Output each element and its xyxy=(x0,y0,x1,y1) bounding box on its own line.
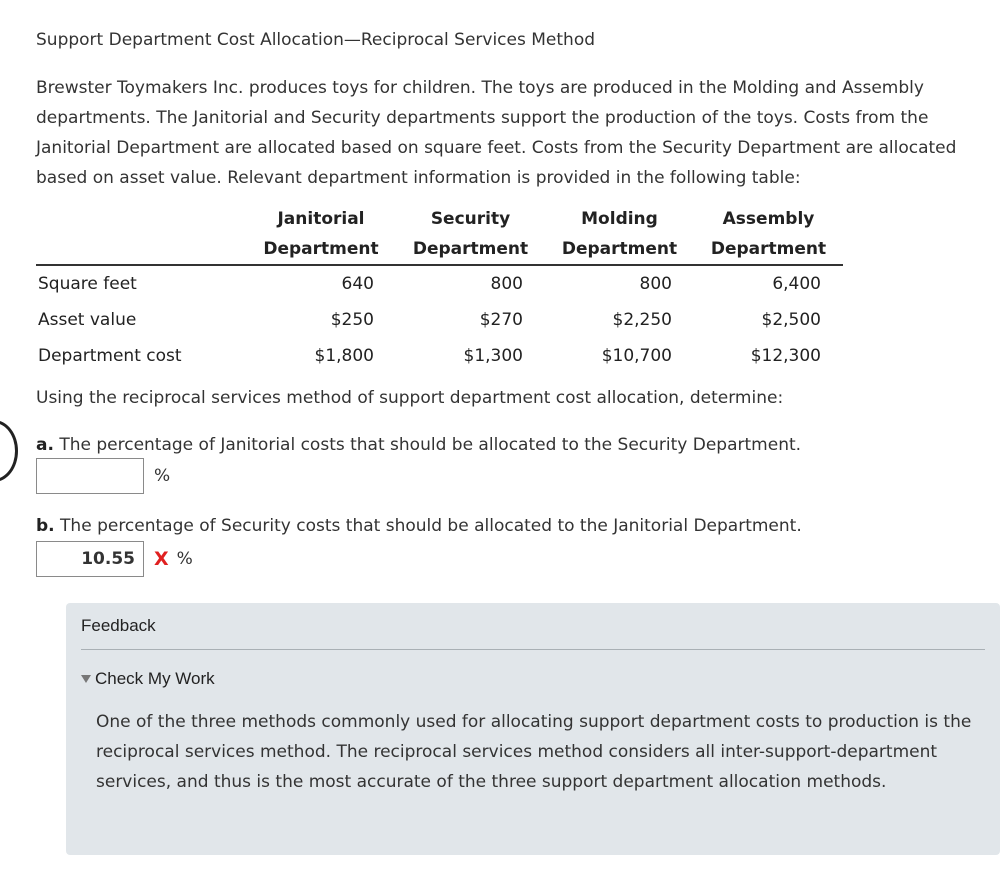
header-line2: Department xyxy=(263,239,379,259)
intro-paragraph: Brewster Toymakers Inc. produces toys for children. The toys are produced in the Molding and Assembly departments. The Janitorial and Security departments support the production of the toys. Costs from the Janitorial Department are allocated based on square feet. Costs from the Security Department are allocated based on asset value. Relevant department information is provided in the following table: xyxy=(36,78,957,188)
page-title: Support Department Cost Allocation—Reciprocal Services Method xyxy=(36,30,596,50)
header-blank xyxy=(36,204,246,265)
header-assembly xyxy=(694,204,843,265)
header-line1: Janitorial xyxy=(277,209,365,229)
header-line1: Molding xyxy=(581,209,658,229)
answer-a-unit: % xyxy=(154,466,171,486)
table-cell: $1,300 xyxy=(463,346,523,366)
header-line2: Department xyxy=(710,239,827,259)
answer-b-unit: % xyxy=(176,549,193,569)
question-a xyxy=(36,435,801,455)
question-a-letter: a. xyxy=(36,435,54,455)
table-row xyxy=(36,302,843,338)
header-line2: Department xyxy=(412,239,529,259)
incorrect-x-icon: X xyxy=(154,548,169,570)
table-cell: $2,250 xyxy=(612,310,672,330)
header-line2: Department xyxy=(561,239,678,259)
question-a-text: The percentage of Janitorial costs that should be allocated to the Security Department. xyxy=(59,435,802,455)
header-molding xyxy=(545,204,694,265)
table-cell: $2,500 xyxy=(761,310,821,330)
feedback-divider xyxy=(81,649,985,650)
answer-b-input[interactable] xyxy=(36,541,144,577)
question-b xyxy=(36,516,802,536)
row-label: Asset value xyxy=(38,310,137,330)
table-cell: $250 xyxy=(330,310,374,330)
table-cell: 800 xyxy=(639,274,672,294)
feedback-text: One of the three methods commonly used for allocating support department costs to production is the reciprocal services method. The reciprocal services method considers all inter-support-department services, and thus is the most accurate of the three support department allocation methods. xyxy=(96,712,972,792)
question-b-letter: b. xyxy=(36,516,55,536)
disclosure-triangle-icon xyxy=(81,675,91,683)
table-cell: 640 xyxy=(341,274,374,294)
table-cell: $270 xyxy=(479,310,523,330)
current-question-marker xyxy=(0,420,18,482)
header-line1: Assembly xyxy=(722,209,815,229)
table-row xyxy=(36,338,843,374)
question-b-text: The percentage of Security costs that should be allocated to the Janitorial Department. xyxy=(60,516,802,536)
table-cell: $10,700 xyxy=(601,346,672,366)
header-janitorial xyxy=(246,204,396,265)
table-header-row xyxy=(36,204,843,265)
answer-b-row xyxy=(36,541,193,577)
check-my-work-toggle[interactable] xyxy=(81,669,215,689)
header-security xyxy=(396,204,545,265)
instruction-text: Using the reciprocal services method of support department cost allocation, determine: xyxy=(36,388,784,408)
department-info-table xyxy=(36,204,843,374)
table-cell: 6,400 xyxy=(772,274,821,294)
row-label: Department cost xyxy=(38,346,182,366)
feedback-panel xyxy=(66,603,1000,855)
feedback-title: Feedback xyxy=(81,616,156,635)
header-line1: Security xyxy=(430,209,511,229)
answer-a-row xyxy=(36,458,170,494)
answer-a-input[interactable] xyxy=(36,458,144,494)
check-my-work-label: Check My Work xyxy=(95,669,215,688)
row-label: Square feet xyxy=(38,274,137,294)
table-cell: $12,300 xyxy=(750,346,821,366)
table-cell: $1,800 xyxy=(314,346,374,366)
table-cell: 800 xyxy=(490,274,523,294)
table-row xyxy=(36,265,843,302)
